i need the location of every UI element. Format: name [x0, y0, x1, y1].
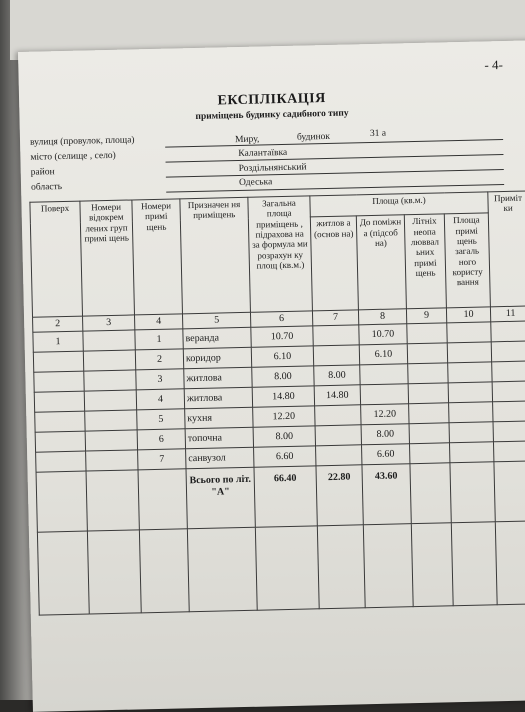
street-label: вулиця (провулок, площа) [29, 135, 135, 148]
empty-cell [448, 362, 492, 383]
floor-cell [36, 451, 86, 472]
column-number: 10 [446, 307, 490, 323]
group-cell [85, 430, 137, 451]
group-cell [86, 450, 138, 471]
aux-area-cell: 8.00 [361, 424, 409, 445]
house-value: 31 а [369, 128, 387, 140]
empty-cell [410, 463, 451, 524]
purpose-cell: житлова [184, 367, 252, 389]
empty-cell [447, 322, 491, 343]
empty-cell [492, 381, 525, 402]
document-subtitle: приміщень будинку садибного типу [195, 108, 349, 122]
column-number: 7 [312, 310, 358, 326]
floor-cell [34, 391, 84, 412]
total-area-cell: 8.00 [252, 366, 314, 387]
empty-cell [409, 423, 449, 444]
room-cell: 3 [136, 369, 184, 390]
region-value: Одеська [238, 177, 273, 189]
district-line [166, 169, 504, 178]
aux-area-cell [360, 384, 408, 405]
total-area-sum: 66.40 [254, 466, 317, 527]
group-cell [84, 390, 136, 411]
header-group-numbers: Номери відокрем лених груп примі щень [80, 200, 135, 316]
empty-cell [494, 441, 525, 462]
column-number: 11 [490, 306, 525, 322]
column-number: 9 [406, 308, 446, 324]
floor-cell: 1 [33, 331, 83, 352]
floor-cell [35, 431, 85, 452]
explication-table [29, 190, 525, 615]
purpose-cell: житлова [184, 387, 252, 409]
column-number: 8 [358, 309, 406, 325]
room-cell: 6 [137, 429, 185, 450]
empty-cell [86, 470, 139, 531]
blank-row [37, 521, 525, 615]
empty-cell [407, 343, 447, 364]
header-room-numbers: Номери примі щень [132, 199, 183, 315]
living-area-cell: 14.80 [314, 385, 360, 406]
empty-cell [449, 402, 493, 423]
column-number: 3 [83, 315, 135, 331]
empty-cell [448, 382, 492, 403]
living-area-sum: 22.80 [316, 465, 363, 526]
empty-cell [449, 442, 493, 463]
header-summer-area: Літніх неопа люввал ьних примі щень [404, 214, 446, 309]
column-number: 6 [250, 311, 312, 327]
header-living-area: житлов а (основ на) [310, 216, 358, 311]
column-number: 5 [182, 312, 250, 329]
total-area-cell: 12.20 [253, 406, 315, 427]
city-label: місто (селище , село) [30, 150, 116, 163]
district-value: Роздільнянський [238, 162, 307, 175]
column-number: 4 [134, 314, 182, 330]
room-cell: 5 [137, 409, 185, 430]
empty-cell [408, 363, 448, 384]
district-label: район [30, 167, 55, 178]
header-common-area: Площа примі щень загаль ного користу вання [444, 213, 490, 308]
purpose-cell: топочна [185, 427, 253, 449]
empty-cell [493, 421, 525, 442]
aux-area-cell: 12.20 [361, 404, 409, 425]
header-purpose: Призначен ня приміщень [180, 197, 251, 314]
aux-area-cell: 6.10 [359, 344, 407, 365]
empty-cell [492, 361, 525, 382]
room-cell: 2 [135, 349, 183, 370]
empty-cell [450, 462, 495, 523]
header-area-group: Площа (кв.м.) [310, 192, 488, 217]
total-area-cell: 6.60 [254, 446, 316, 467]
header-auxiliary-area: До поміжн а (підсоб на) [356, 215, 406, 310]
empty-cell [447, 342, 491, 363]
aux-area-cell [360, 364, 408, 385]
empty-cell [138, 469, 187, 530]
group-cell [85, 410, 137, 431]
total-area-cell: 10.70 [251, 326, 313, 347]
empty-cell [493, 401, 525, 422]
city-line [166, 154, 504, 163]
city-value: Калантаївка [238, 147, 288, 160]
region-label: область [30, 182, 63, 193]
house-label: будинок [296, 131, 331, 143]
header-total-area: Загальна площа приміщень , підрахова на за формула ми розрахун ку площ (кв.м.) [248, 196, 313, 312]
room-cell: 7 [138, 449, 186, 470]
total-area-cell: 6.10 [251, 346, 313, 367]
empty-cell [409, 443, 449, 464]
empty-cell [491, 321, 525, 342]
header-notes: Приміт ки [488, 191, 525, 307]
document-page [18, 40, 525, 712]
living-area-cell [316, 445, 362, 466]
group-cell [83, 330, 135, 351]
aux-area-sum: 43.60 [362, 464, 411, 525]
total-area-cell: 8.00 [253, 426, 315, 447]
purpose-cell: санвузол [186, 447, 254, 469]
room-cell: 4 [136, 389, 184, 410]
total-area-cell: 14.80 [252, 386, 314, 407]
group-cell [83, 350, 135, 371]
purpose-cell: кухня [185, 407, 253, 429]
empty-cell [407, 323, 447, 344]
street-line [165, 139, 503, 148]
living-area-cell [315, 425, 361, 446]
empty-cell [408, 383, 448, 404]
living-area-cell [315, 405, 361, 426]
group-cell [84, 370, 136, 391]
empty-cell [491, 341, 525, 362]
header-floor: Поверх [30, 201, 83, 317]
floor-cell [33, 351, 83, 372]
empty-cell [409, 403, 449, 424]
living-area-cell [313, 325, 359, 346]
purpose-cell: коридор [183, 347, 251, 369]
total-label: Всього по літ. "А" [186, 467, 255, 529]
empty-cell [36, 471, 87, 532]
floor-cell [35, 411, 85, 432]
page-number: - 4- [484, 57, 504, 73]
living-area-cell [313, 345, 359, 366]
total-row [36, 461, 525, 532]
empty-cell [449, 422, 493, 443]
floor-cell [34, 371, 84, 392]
purpose-cell: веранда [183, 327, 251, 349]
street-value: Миру, [234, 134, 260, 146]
aux-area-cell: 6.60 [362, 444, 410, 465]
empty-cell [494, 461, 525, 522]
document-title: ЕКСПЛІКАЦІЯ [217, 91, 326, 109]
aux-area-cell: 10.70 [359, 324, 407, 345]
column-number: 2 [33, 316, 83, 332]
room-cell: 1 [135, 329, 183, 350]
living-area-cell: 8.00 [314, 365, 360, 386]
